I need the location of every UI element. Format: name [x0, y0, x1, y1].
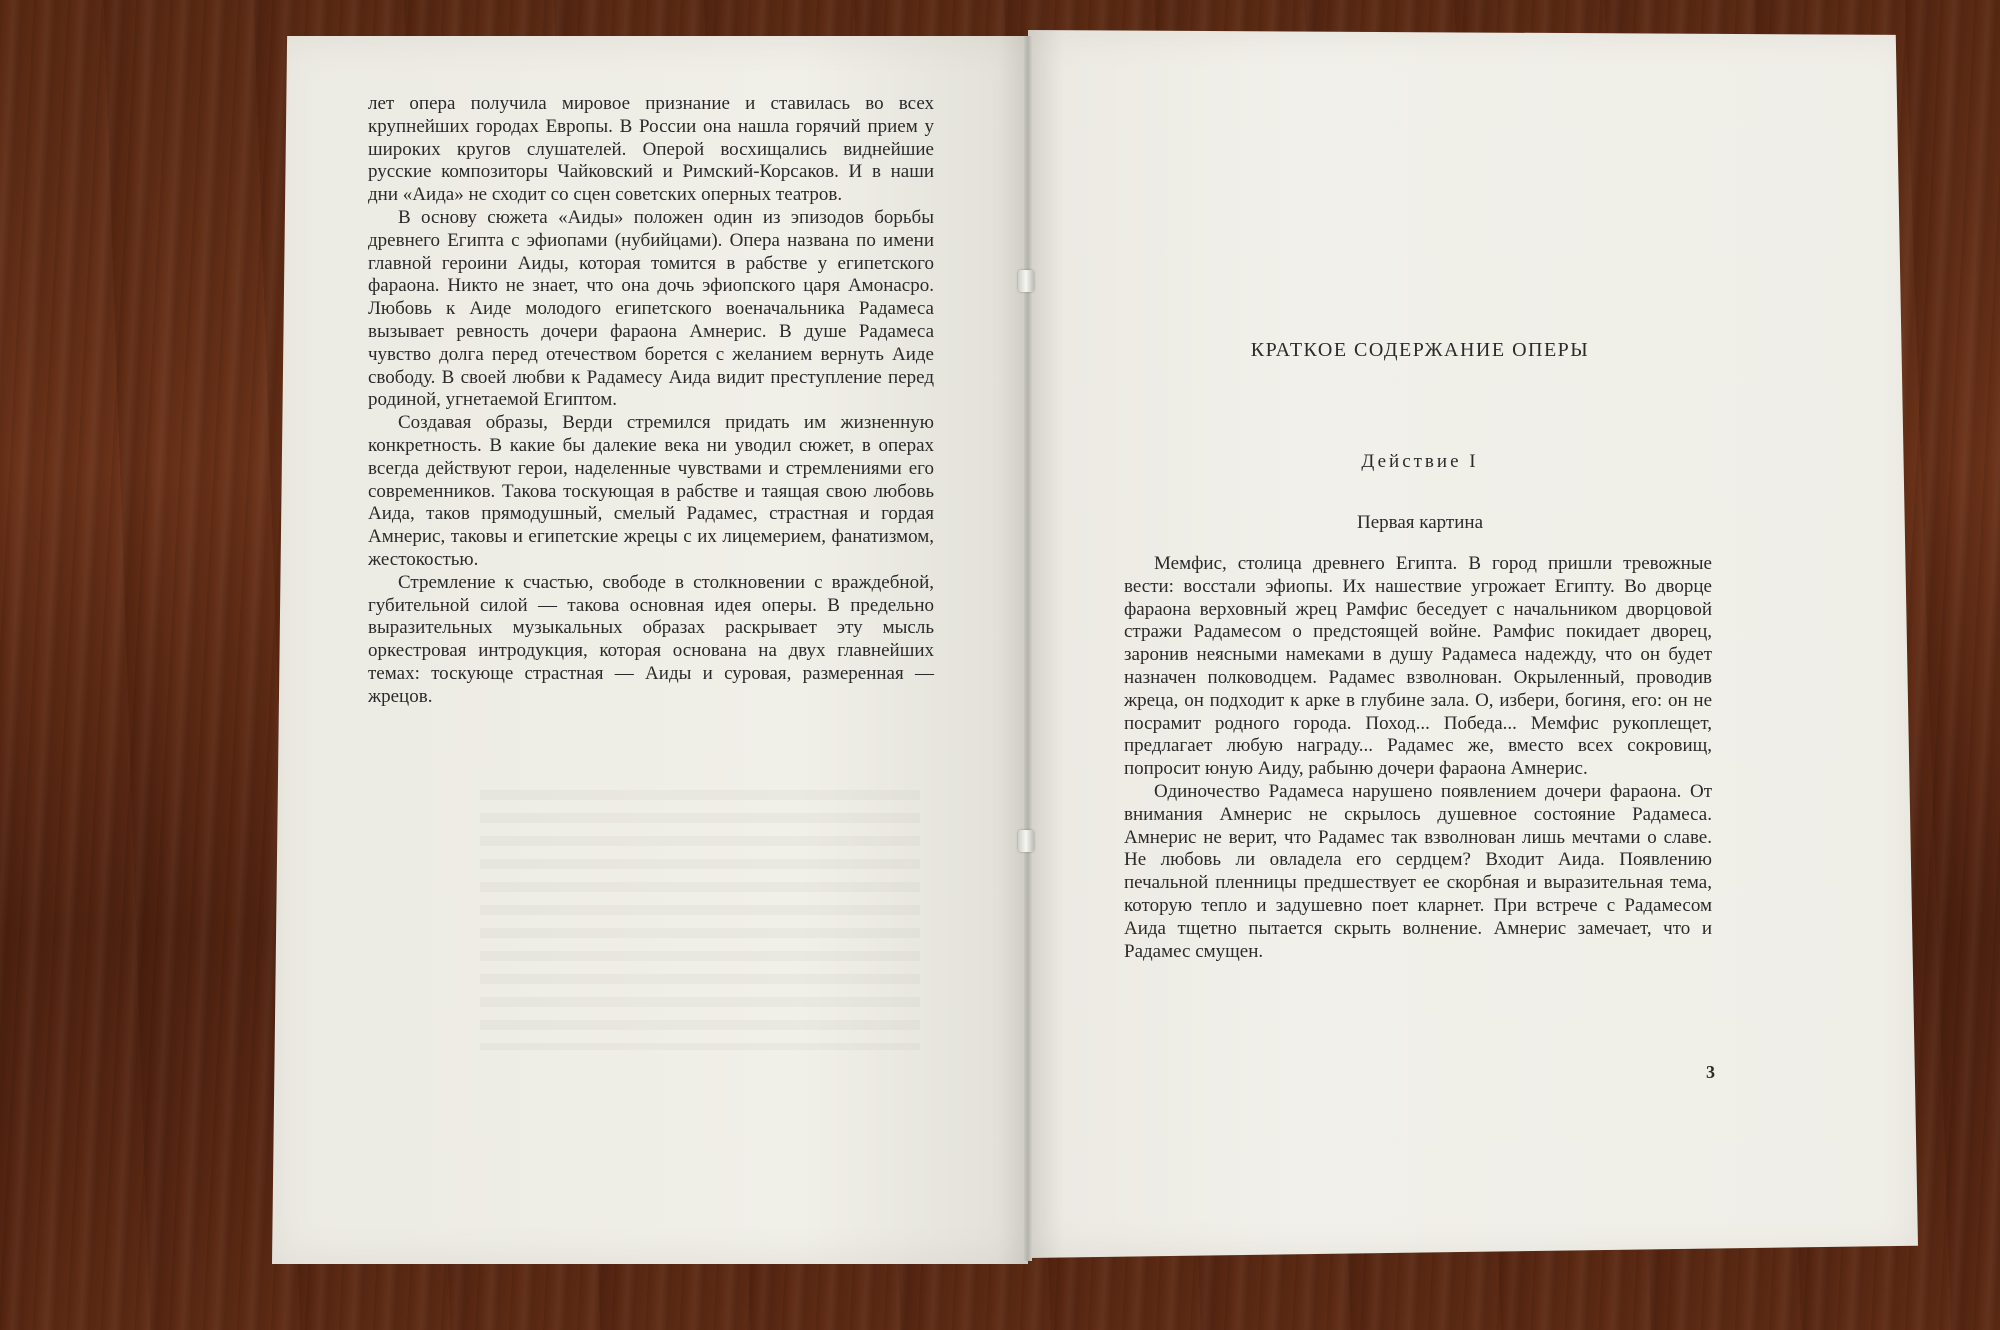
right-page-text: [1124, 553, 1712, 963]
left-paragraph-1: лет опера получила мировое признание и ставилась во всех крупнейших городах Европы. В России она нашла горячий прием у широких кругов слушателей. Оперой восхищались виднейшие русские композиторы Чайковский и Римский-Корсаков. И в наши дни «Аида» не сходит со сцен советских оперных театров.: [368, 93, 934, 206]
booklet-spine: [1024, 36, 1032, 1261]
left-paragraph-3: Создавая образы, Верди стремился придать им жизненную конкретность. В какие бы далекие века ни уводил сюжет, в операх всегда действуют герои, наделенные чувствами и стремлениями его современников. Такова тоскующая в рабстве и таящая свою любовь Аида, таков прямодушный, смелый Радамес, страстная и гордая Амнерис, таковы и египетские жрецы с их лицемерием, фанатизмом, жестокостью.: [368, 412, 934, 570]
staple-bottom: [1018, 830, 1034, 852]
right-paragraph-2: Одиночество Радамеса нарушено появлением дочери фараона. От внимания Амнерис не скрылось душевное состояние Радамеса. Амнерис не верит, что Радамес так взволнован лишь мечтами о славе. Не любовь ли овладела его сердцем? Входит Аида. Появлению печальной пленницы предшествует ее скорбная и выразительная тема, которую тепло и задушевно поет кларнет. При встрече с Радамесом Аида тщетно пытается скрыть волнение. Амнерис замечает, что и Радамес смущен.: [1124, 780, 1712, 962]
show-through-text: [480, 790, 920, 1050]
page-title: КРАТКОЕ СОДЕРЖАНИЕ ОПЕРЫ: [1250, 339, 1590, 361]
act-heading: Действие I: [1361, 451, 1479, 472]
left-page-text: [368, 93, 934, 709]
right-paragraph-1: Мемфис, столица древнего Египта. В город пришли тревожные вести: восстали эфиопы. Их нашествие угрожает Египту. Во дворце фараона верховный жрец Рамфис беседует с начальником дворцовой стражи Радамесом о предстоящей войне. Рамфис покидает дворец, заронив неясными намеками в душу Радамеса надежду, что он будет назначен полководцем. Радамес взволнован. Окрыленный, проводив жреца, он подходит к арке в глубине зала. О, избери, богиня, его: он не посрамит родного города. Поход... Победа... Мемфис рукоплещет, предлагает любую награду... Радамес же, вместо всех сокровищ, попросит юную Аиду, рабыню дочери фараона Амнерис.: [1124, 553, 1712, 780]
left-paragraph-4: Стремление к счастью, свободе в столкновении с враждебной, губительной силой — такова основная идея оперы. В предельно выразительных музыкальных образах раскрывает эту мысль оркестровая интродукция, которая основана на двух главнейших темах: тоскующе страстная — Аиды и суровая, размеренная — жрецов.: [368, 571, 934, 707]
staple-top: [1018, 270, 1034, 292]
left-paragraph-2: В основу сюжета «Аиды» положен один из эпизодов борьбы древнего Египта с эфиопами (нубийцами). Опера названа по имени главной героини Аиды, которая томится в рабстве у египетского фараона. Никто не знает, что она дочь эфиопского царя Амонасро. Любовь к Аиде молодого египетского военачальника Радамеса вызывает ревность дочери фараона Амнерис. В душе Радамеса чувство долга перед отечеством борется с желанием вернуть Аиде свободу. В своей любви к Радамесу Аида видит преступление перед родиной, угнетаемой Египтом.: [368, 206, 934, 411]
scene-heading: Первая картина: [1357, 512, 1483, 533]
page-number: 3: [1706, 1062, 1715, 1082]
